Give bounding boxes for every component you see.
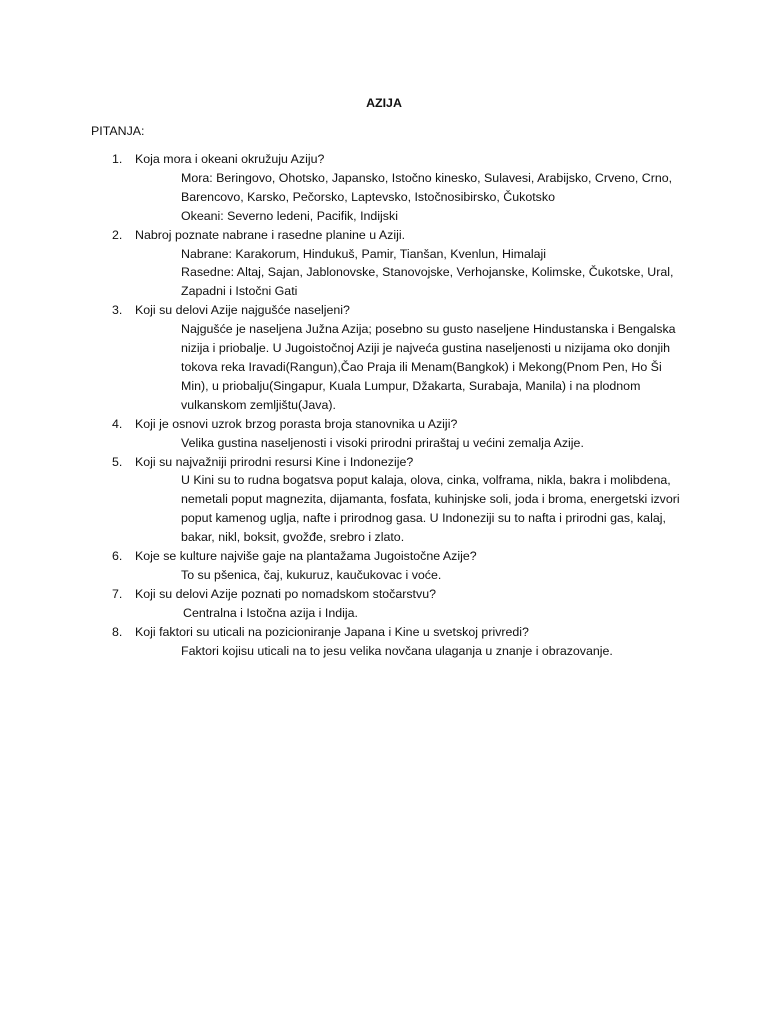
question-text: Koji faktori su uticali na pozicioniranje Japana i Kine u svetskoj privredi? (135, 624, 529, 639)
question-item (0, 547, 768, 585)
question-text: Koji su delovi Azije poznati po nomadskom stočarstvu? (135, 586, 436, 601)
question-number: 2. (112, 227, 123, 242)
question-item (0, 623, 768, 661)
answer-text: To su pšenica, čaj, kukuruz, kaučukovac i voće. (181, 567, 442, 582)
question-list (0, 150, 768, 660)
question-item (0, 453, 768, 548)
question-text: Koji su delovi Azije najgušće naseljeni? (135, 303, 350, 318)
document-title: AZIJA (366, 96, 402, 110)
question-item (0, 585, 768, 623)
question-text: Koje se kulture najviše gaje na plantažama Jugoistočne Azije? (135, 549, 477, 564)
answer-text: Nabrane: Karakorum, Hindukuš, Pamir, Tianšan, Kvenlun, Himalaji (181, 246, 547, 261)
question-text: Koji su najvažniji prirodni resursi Kine i Indonezije? (135, 454, 414, 469)
answer-text: Okeani: Severno ledeni, Pacifik, Indijski (181, 208, 398, 223)
question-item (0, 150, 768, 226)
question-number: 1. (112, 152, 123, 166)
question-text: Koja mora i okeani okružuju Aziju? (135, 152, 325, 166)
answer-text: U Kini su to rudna bogatsva poput kalaja, olova, cinka, volframa, nikla, bakra i molibdena, nemetali poput magnezita, dijamanta, fosfata, kuhinjske soli, joda i broma, energetski izvori poput kamenog uglja, nafte i prirodnog gasa. U Indoneziji su to nafta i prirodni gas, kalaj, bakar, nikl, boksit, gvožđe, srebro i zlato. (181, 473, 680, 545)
answer-text: Mora: Beringovo, Ohotsko, Japansko, Istočno kinesko, Sulavesi, Arabijsko, Crveno, Crno, Barencovo, Karsko, Pečorsko, Laptevsko, Istočnosibirsko, Čukotsko (181, 170, 673, 204)
question-item (0, 301, 768, 414)
question-number: 5. (112, 454, 123, 469)
answer-text: Najgušće je naseljena Južna Azija; posebno su gusto naseljene Hindustanska i Bengalska nizija i priobalje. U Jugoistočnoj Aziji je najveća gustina naseljenosti u nizijama oko donjih tokova reka Iravadi(Rangun),Čao Praja ili Menam(Bangkok) i Mekong(Pnom Pen, Ho Ši Min), u priobalju(Singapur, Kuala Lumpur, Džakarta, Surabaja, Manila) i na plodnom vulkanskom zemljištu(Java). (181, 322, 676, 412)
question-number: 6. (112, 549, 123, 564)
answer-text: Centralna i Istočna azija i Indija. (183, 605, 358, 620)
question-item (0, 415, 768, 453)
question-item (0, 226, 768, 302)
answer-text: Velika gustina naseljenosti i visoki prirodni priraštaj u većini zemalja Azije. (181, 435, 584, 450)
section-heading: PITANJA: (91, 124, 145, 138)
question-number: 4. (112, 416, 123, 431)
question-text: Koji je osnovi uzrok brzog porasta broja stanovnika u Aziji? (135, 416, 458, 431)
question-text: Nabroj poznate nabrane i rasedne planine u Aziji. (135, 227, 406, 242)
question-number: 8. (112, 624, 123, 639)
question-number: 7. (112, 586, 123, 601)
question-number: 3. (112, 303, 123, 318)
answer-text: Rasedne: Altaj, Sajan, Jablonovske, Stanovojske, Verhojanske, Kolimske, Čukotske, Ural, Zapadni i Istočni Gati (181, 265, 674, 299)
answer-text: Faktori kojisu uticali na to jesu velika novčana ulaganja u znanje i obrazovanje. (181, 643, 613, 658)
